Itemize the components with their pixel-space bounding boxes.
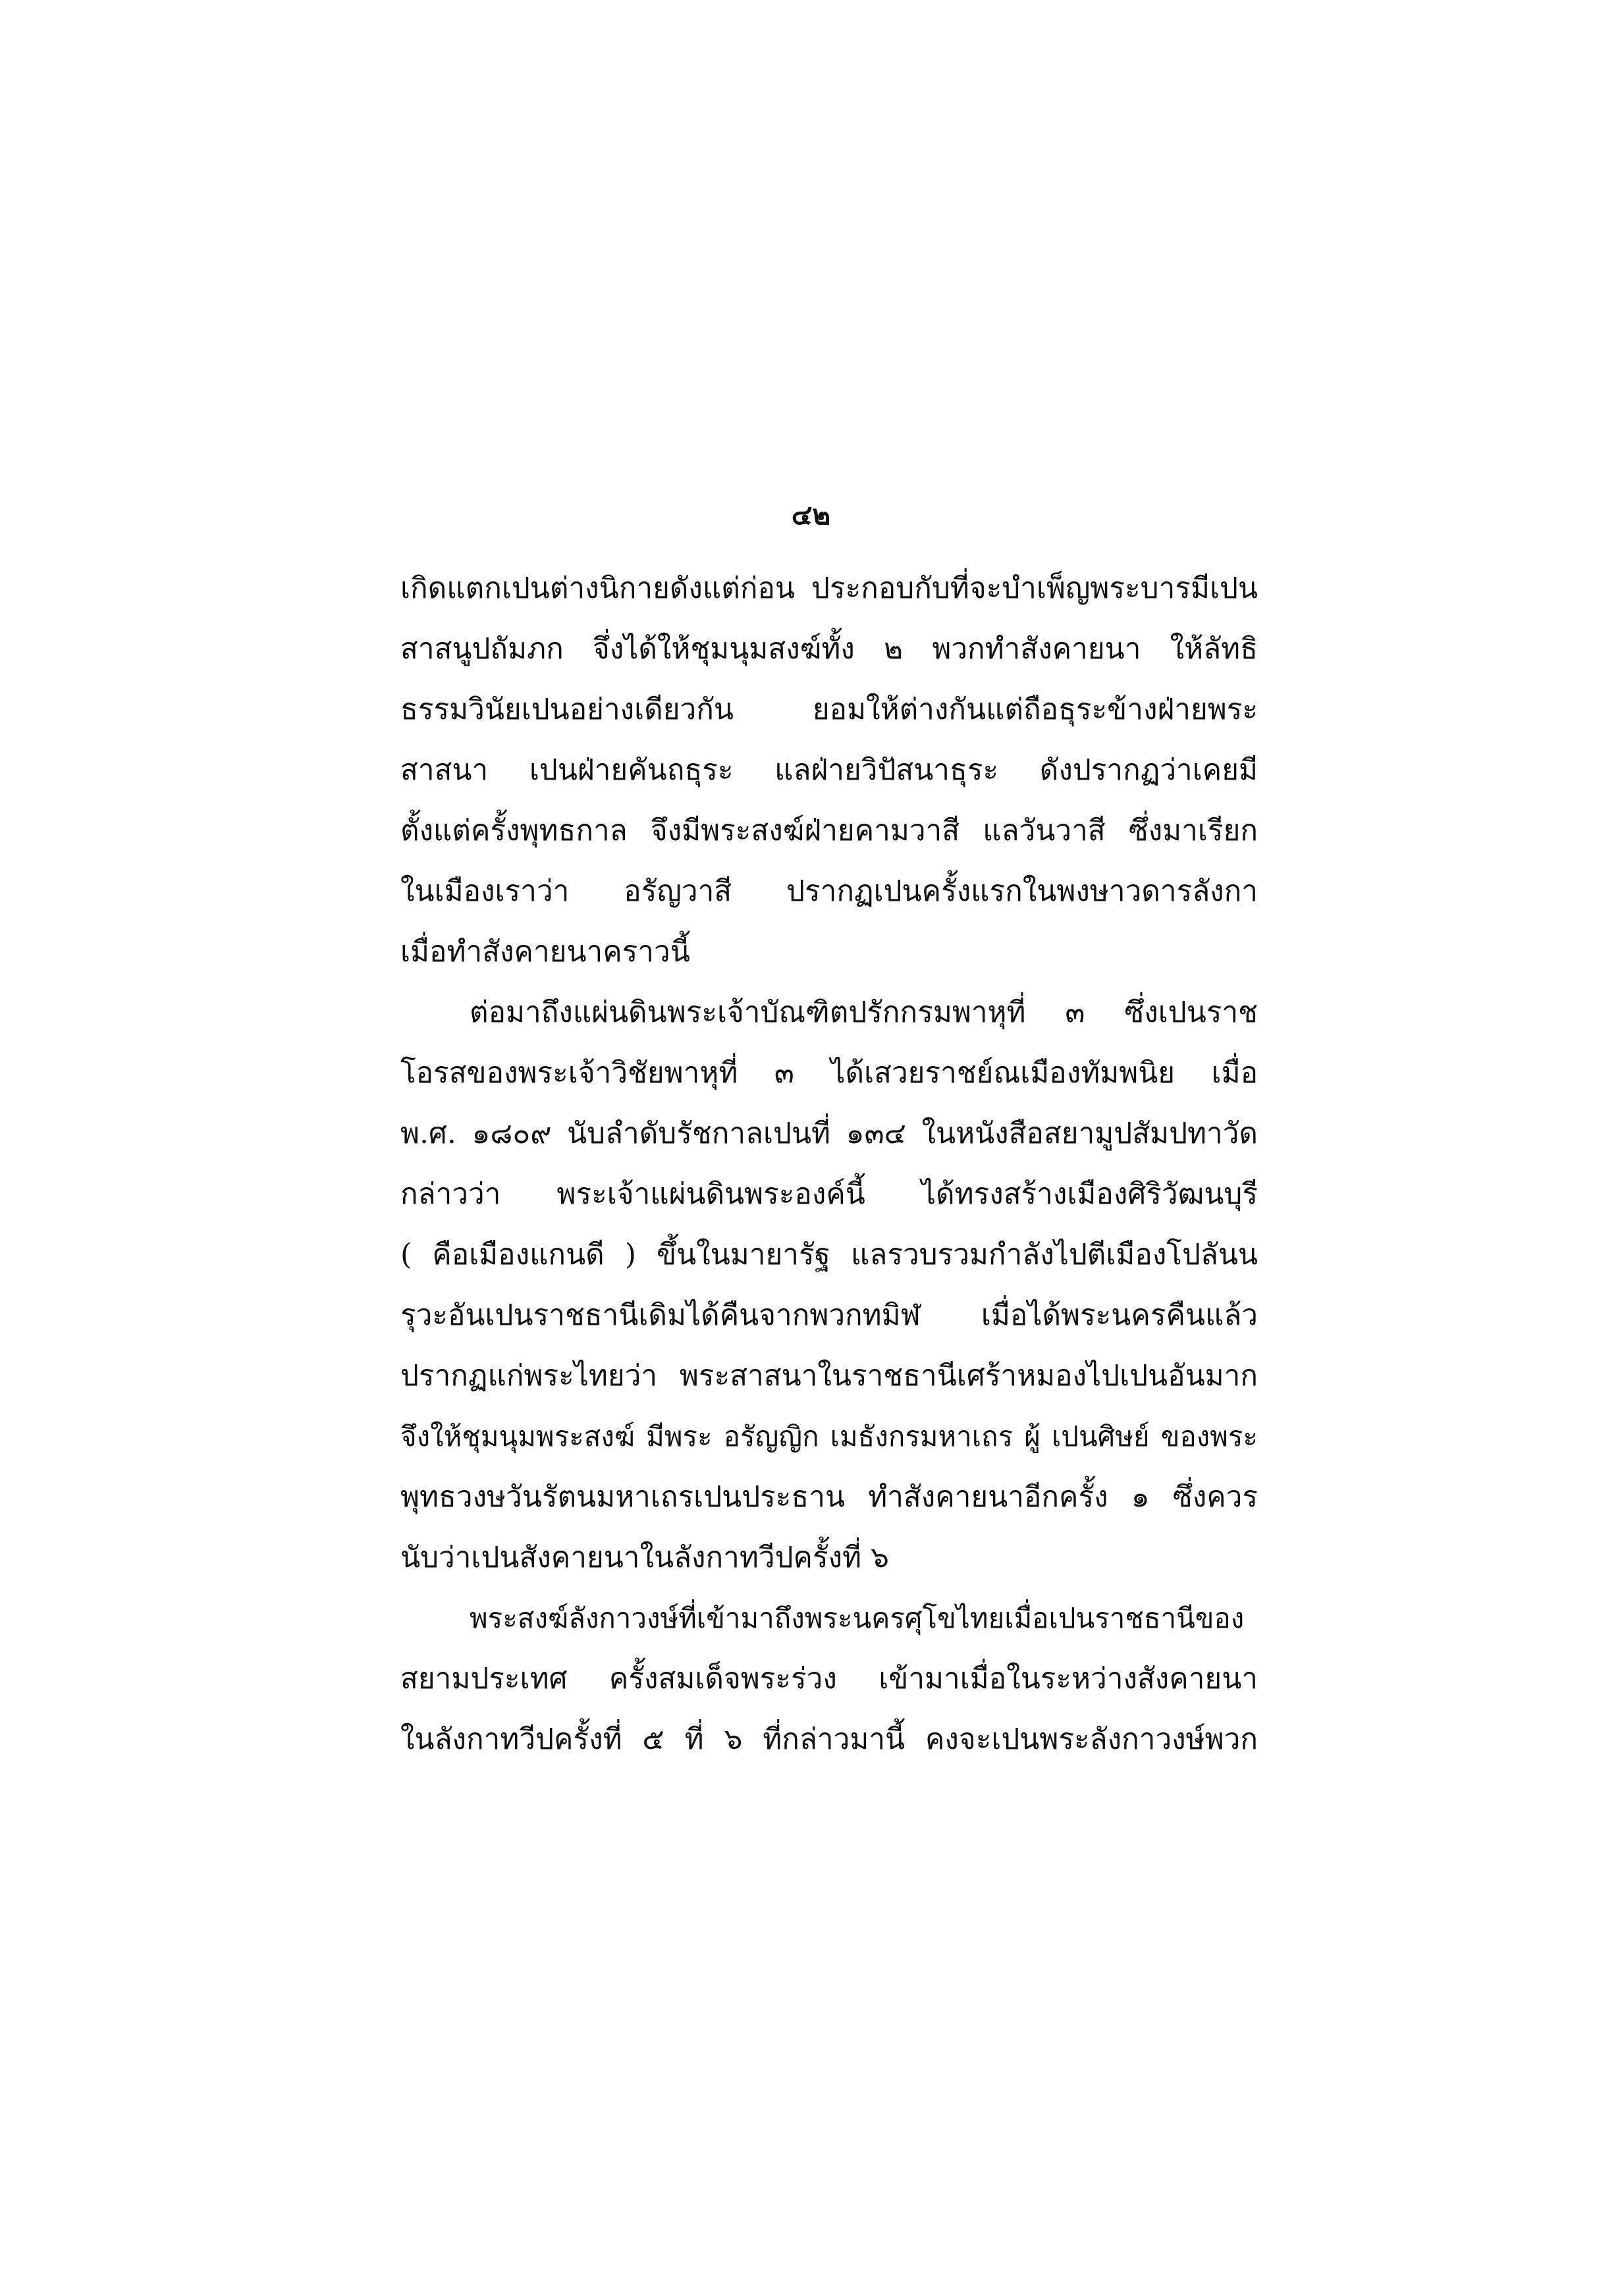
text-line: เมื่อทำสังคายนาคราวนี้ — [400, 935, 690, 969]
paragraph — [400, 558, 1258, 982]
text-line: สาสนา เปนฝ่ายคันถธุระ แลฝ่ายวิปัสนาธุระ ดังปรากฏว่าเคยมี — [400, 753, 1258, 787]
text-line: พุทธวงษวันรัตนมหาเถรเปนประธาน ทำสังคายนาอีกครั้ง ๑ ซึ่งควร — [400, 1480, 1258, 1514]
text-line: พระสงฆ์ลังกาวงษ์ที่เข้ามาถึงพระนครศุโขไทยเมื่อเปนราชธานีของ — [470, 1602, 1245, 1634]
text-line: ตั้งแต่ครั้งพุทธกาล จึงมีพระสงฆ์ฝ่ายคามวาสี แลวันวาสี ซึ่งมาเรียก — [400, 814, 1258, 847]
text-line: ปรากฏแก่พระไทยว่า พระสาสนาในราชธานีเศร้าหมองไปเปนอันมาก — [400, 1359, 1258, 1393]
text-line: เกิดแตกเปนต่างนิกายดังแต่ก่อน ประกอบกับที่จะบำเพ็ญพระบารมีเปน — [400, 572, 1258, 605]
text-line: สยามประเทศ ครั้งสมเด็จพระร่วง เข้ามาเมื่อในระหว่างสังคายนา — [400, 1662, 1258, 1695]
text-line: พ.ศ. ๑๘๐๙ นับลำดับรัชกาลเปนที่ ๑๓๔ ในหนังสือสยามูปสัมปทาวัด — [400, 1117, 1258, 1150]
text-line: ( คือเมืองแกนดี ) ขึ้นในมายารัฐ แลรวบรวมกำลังไปตีเมืองโปลันน — [400, 1238, 1258, 1271]
text-line: นับว่าเปนสังคายนาในลังกาทวีปครั้งที่ ๖ — [400, 1541, 889, 1574]
text-line: รุวะอันเปนราชธานีเดิมได้คืนจากพวกทมิฬ เมื่อได้พระนครคืนแล้ว — [400, 1298, 1258, 1332]
text-line: ในเมืองเราว่า อรัญวาสี ปรากฏเปนครั้งแรกในพงษาวดารลังกา — [400, 874, 1258, 908]
text-line: จึงให้ชุมนุมพระสงฆ์ มีพระ อรัญญิก เมธังกรมหาเถร ผู้ เปนศิษย์ ของพระ — [400, 1420, 1258, 1453]
page-number: ๔๒ — [791, 498, 831, 531]
paragraph — [400, 982, 1258, 1588]
text-line: โอรสของพระเจ้าวิชัยพาหุที่ ๓ ได้เสวยราชย์ณเมืองทัมพนิย เมื่อ — [400, 1056, 1258, 1090]
text-line: ในลังกาทวีปครั้งที่ ๕ ที่ ๖ ที่กล่าวมานี้ คงจะเปนพระลังกาวงษ์พวก — [400, 1722, 1258, 1756]
text-line: กล่าวว่า พระเจ้าแผ่นดินพระองค์นี้ ได้ทรงสร้างเมืองศิริวัฒนบุรี — [400, 1177, 1258, 1211]
text-line: ธรรมวินัยเปนอย่างเดียวกัน ยอมให้ต่างกันแต่ถือธุระข้างฝ่ายพระ — [400, 693, 1258, 726]
body-text — [400, 558, 1258, 1770]
paragraph — [400, 1588, 1258, 1770]
text-line: สาสนูปถัมภก จึ่งได้ให้ชุมนุมสงฆ์ทั้ง ๒ พวกทำสังคายนา ให้ลัทธิ — [400, 632, 1258, 666]
text-line: ต่อมาถึงแผ่นดินพระเจ้าบัณฑิตปรักกรมพาหุที่ ๓ ซึ่งเปนราช — [470, 996, 1258, 1029]
